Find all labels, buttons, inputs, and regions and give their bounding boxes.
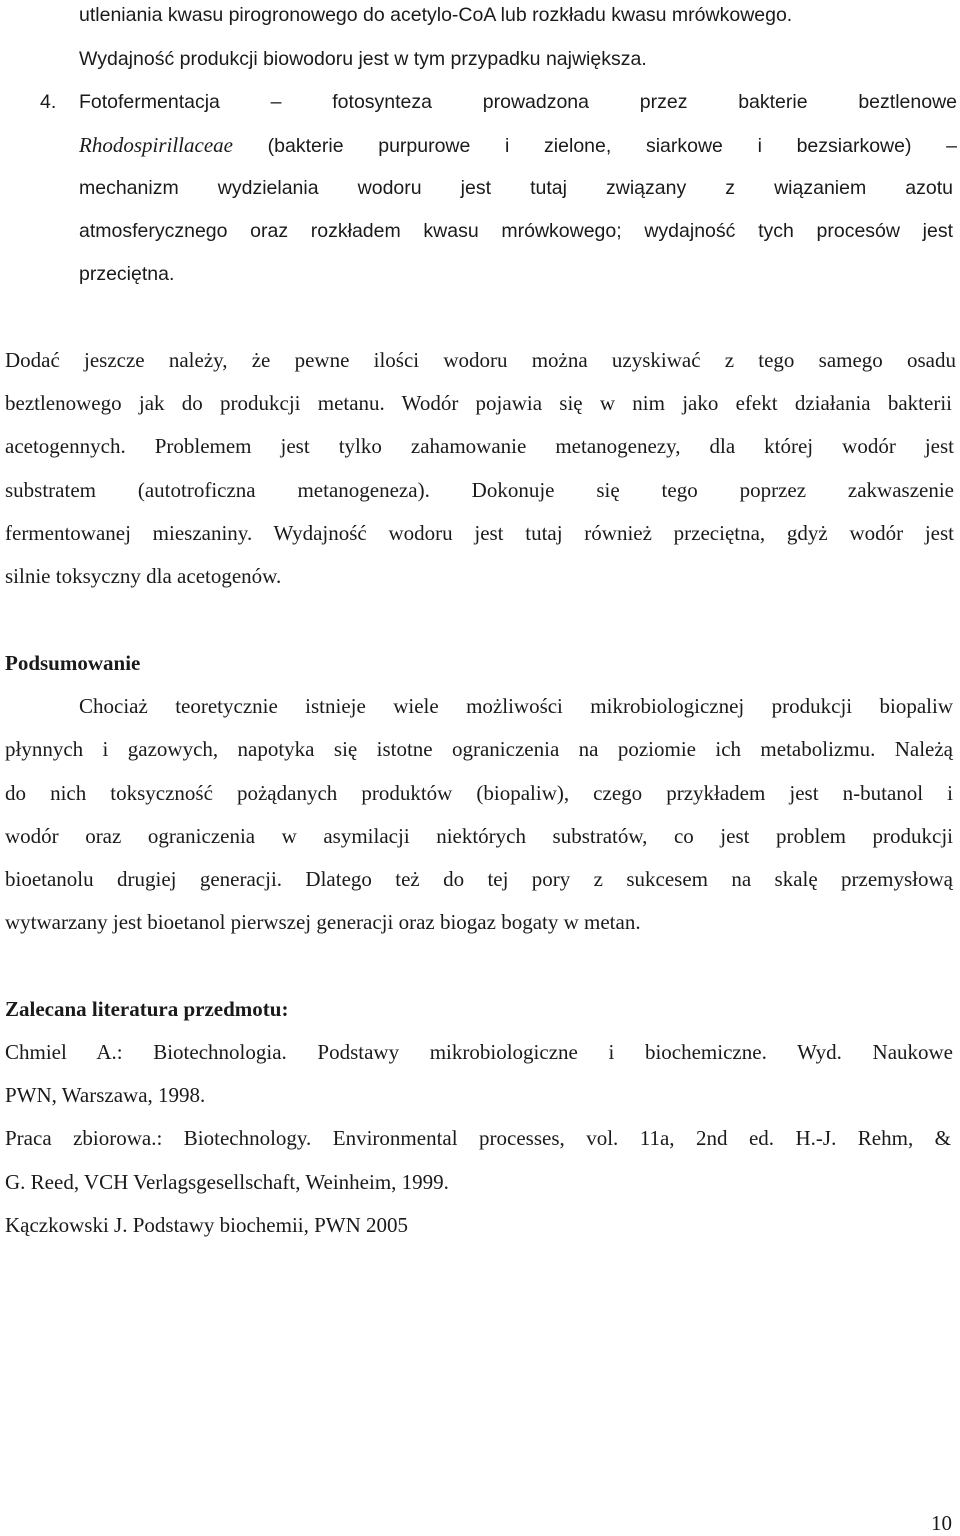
paragraph-line: Chociaż teoretycznie istnieje wiele możliwości mikrobiologicznej produkcji biopaliw — [79, 694, 953, 718]
section-heading: Zalecana literatura przedmotu: — [5, 997, 289, 1021]
paragraph-line: acetogennych. Problemem jest tylko zahamowanie metanogenezy, dla której wodór jest — [5, 434, 954, 458]
paragraph-line: Dodać jeszcze należy, że pewne ilości wodoru można uzyskiwać z tego samego osadu — [5, 348, 956, 372]
list-text-line: mechanizm wydzielania wodoru jest tutaj związany z wiązaniem azotu — [79, 177, 953, 199]
paragraph-line: wodór oraz ograniczenia w asymilacji niektórych substratów, co jest problem produkcji — [5, 824, 953, 848]
paragraph-line: płynnych i gazowych, napotyka się istotne ograniczenia na poziomie ich metabolizmu. Należą — [5, 737, 953, 761]
page-number: 10 — [931, 1511, 952, 1535]
list-text-line — [79, 133, 957, 158]
list-text-line: przeciętna. — [79, 263, 175, 285]
list-text-line: Wydajność produkcji biowodoru jest w tym przypadku największa. — [79, 48, 647, 70]
reference-line: Praca zbiorowa.: Biotechnology. Environmental processes, vol. 11a, 2nd ed. H.-J. Rehm, & — [5, 1126, 951, 1150]
paragraph-line: fermentowanej mieszaniny. Wydajność wodoru jest tutaj również przeciętna, gdyż wodór jest — [5, 521, 954, 545]
list-text-span: (bakterie purpurowe i zielone, siarkowe i bezsiarkowe) – — [267, 135, 957, 157]
list-text-line: utleniania kwasu pirogronowego do acetylo-CoA lub rozkładu kwasu mrówkowego. — [79, 4, 793, 26]
paragraph-line: beztlenowego jak do produkcji metanu. Wodór pojawia się w nim jako efekt działania bakterii — [5, 391, 952, 415]
reference-line: Kączkowski J. Podstawy biochemii, PWN 2005 — [5, 1213, 409, 1237]
paragraph-line: do nich toksyczność pożądanych produktów (biopaliw), czego przykładem jest n-butanol i — [5, 781, 953, 805]
reference-line: PWN, Warszawa, 1998. — [5, 1083, 206, 1107]
list-text-line: atmosferycznego oraz rozkładem kwasu mrówkowego; wydajność tych procesów jest — [79, 220, 953, 242]
reference-line: G. Reed, VCH Verlagsgesellschaft, Weinheim, 1999. — [5, 1170, 449, 1194]
taxon-name: Rhodospirillaceae — [79, 133, 233, 157]
paragraph-line: bioetanolu drugiej generacji. Dlatego też do tej pory z sukcesem na skalę przemysłową — [5, 867, 953, 891]
paragraph-line: substratem (autotroficzna metanogeneza). Dokonuje się tego poprzez zakwaszenie — [5, 478, 954, 502]
section-heading: Podsumowanie — [5, 651, 141, 675]
reference-line: Chmiel A.: Biotechnologia. Podstawy mikrobiologiczne i biochemiczne. Wyd. Naukowe — [5, 1040, 953, 1064]
paragraph-line: wytwarzany jest bioetanol pierwszej generacji oraz biogaz bogaty w metan. — [5, 910, 641, 934]
paragraph-line: silnie toksyczny dla acetogenów. — [5, 564, 282, 588]
list-item-number: 4. — [40, 91, 57, 113]
list-text-line: Fotofermentacja – fotosynteza prowadzona przez bakterie beztlenowe — [79, 91, 957, 113]
